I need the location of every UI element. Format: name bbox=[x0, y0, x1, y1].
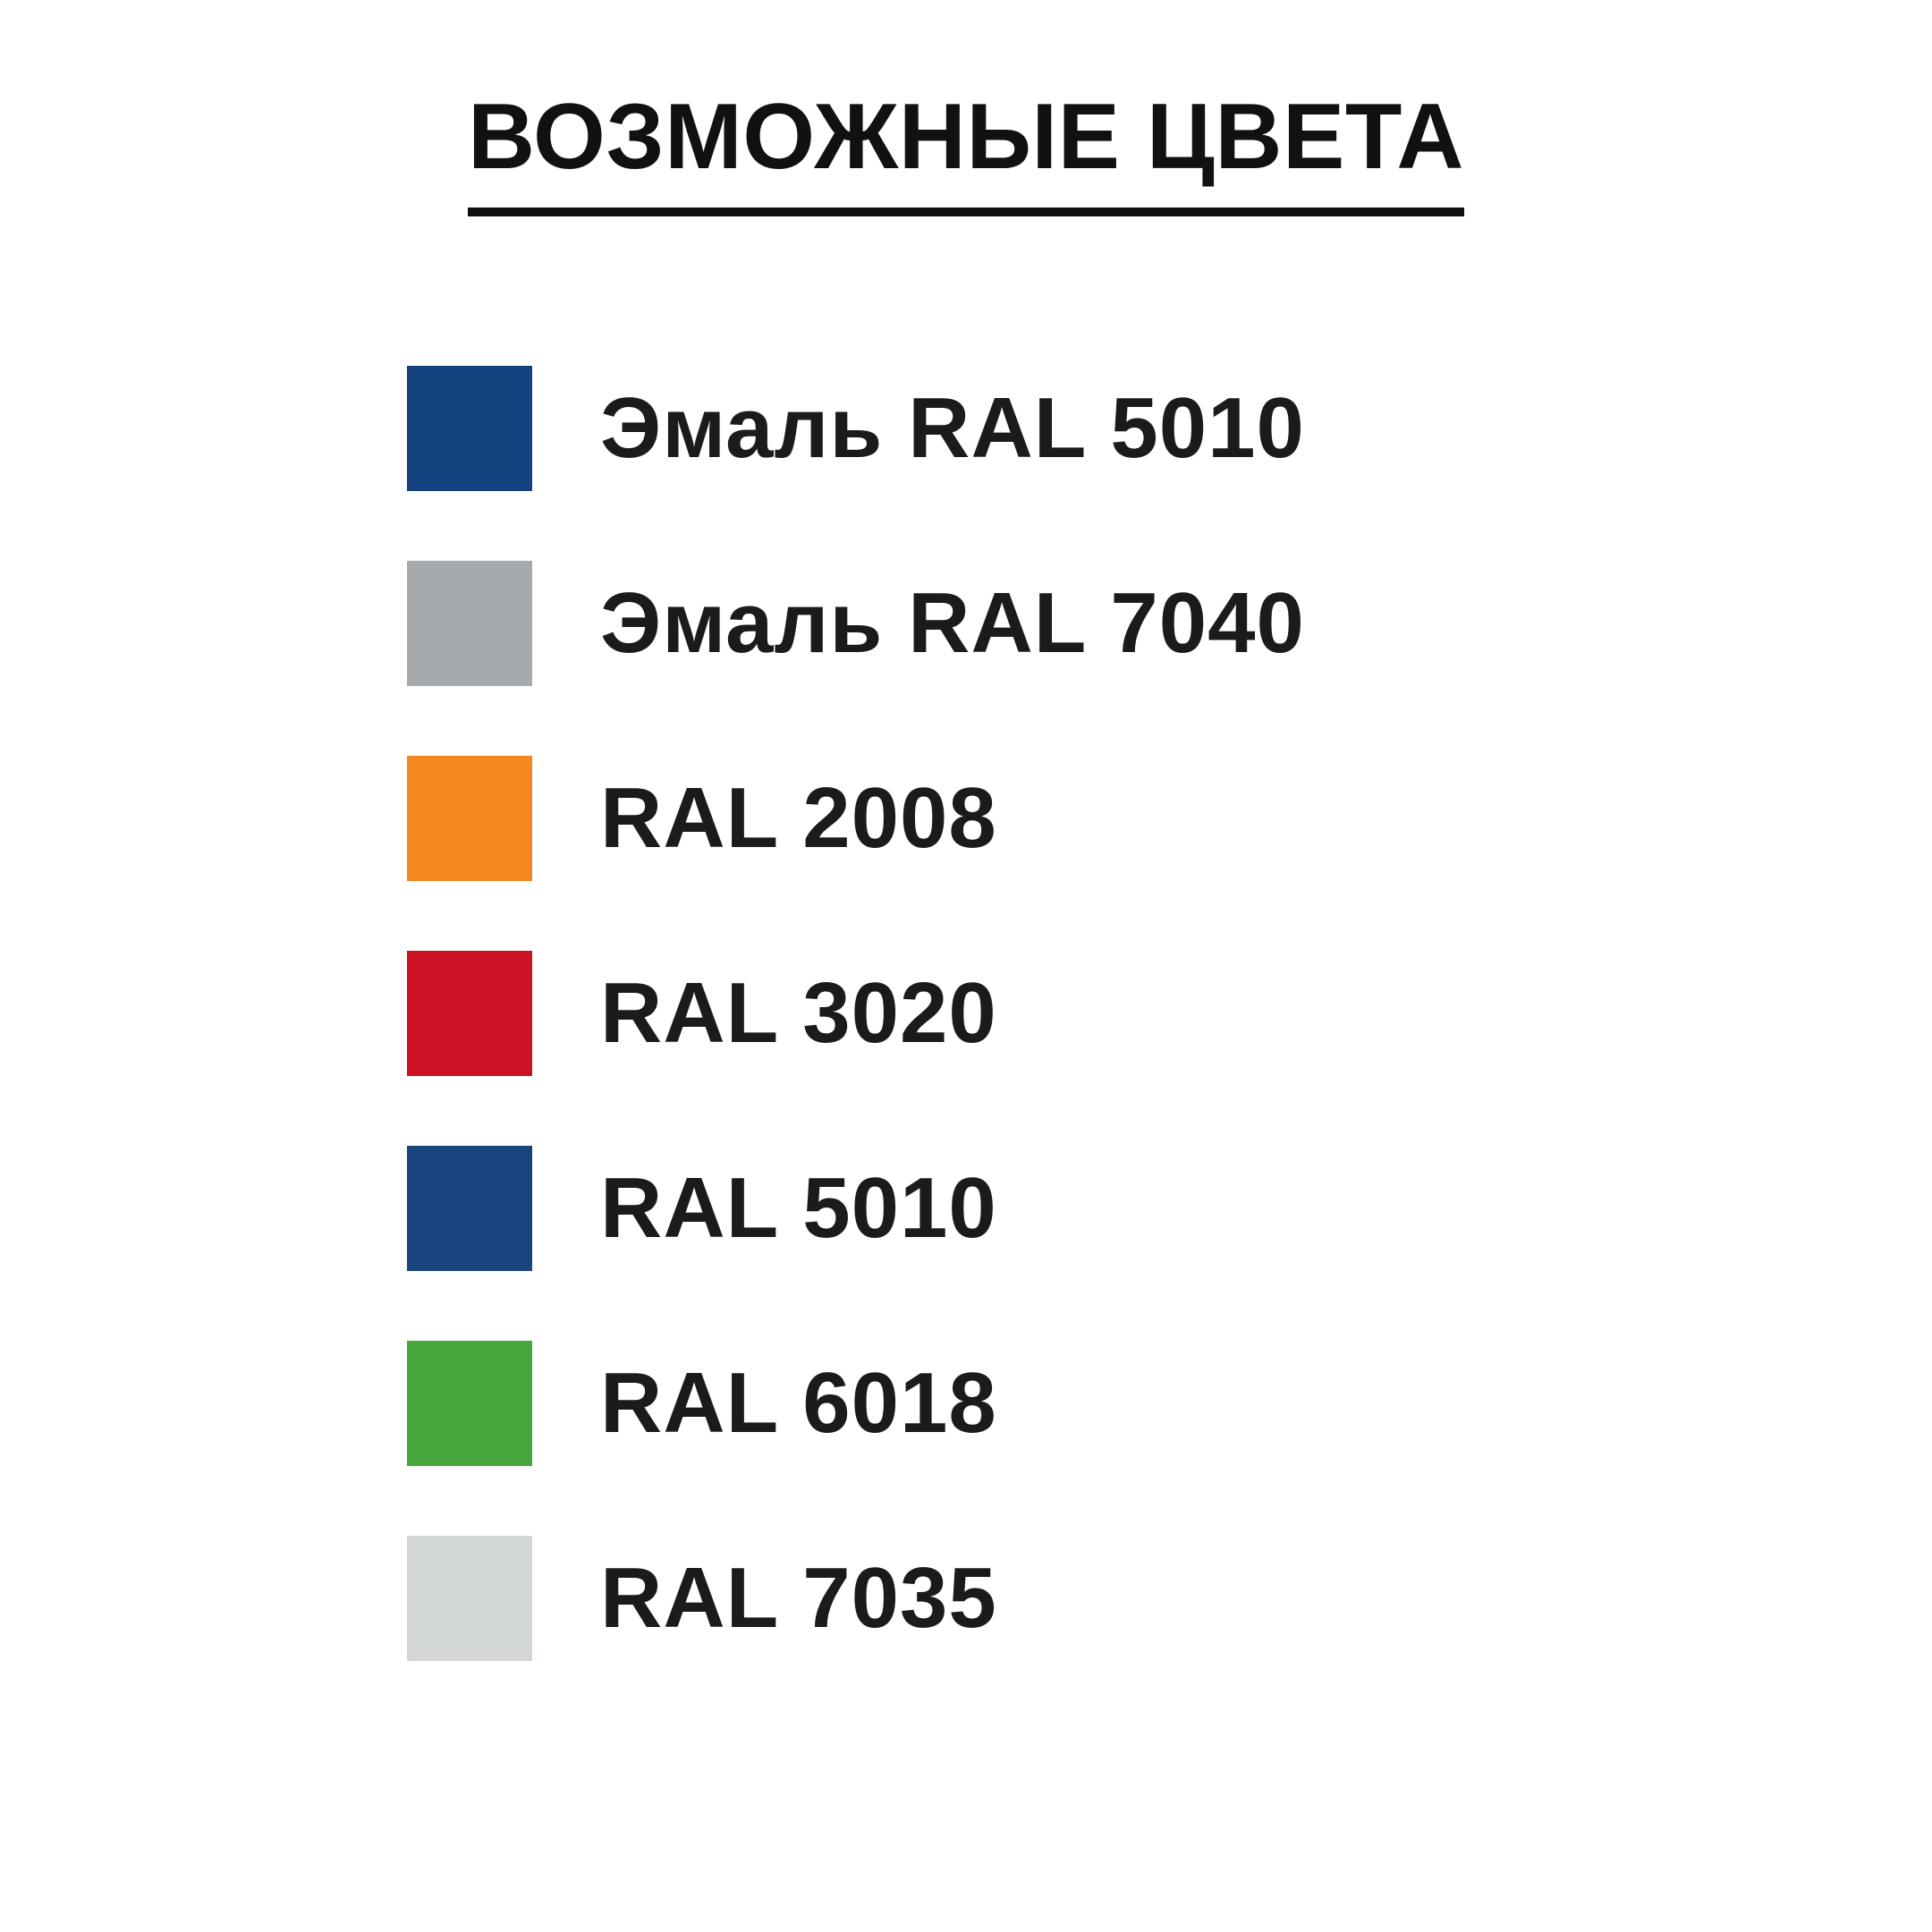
list-item bbox=[407, 331, 1659, 526]
color-label: RAL 3020 bbox=[600, 965, 997, 1061]
color-swatch bbox=[407, 1536, 532, 1661]
list-item bbox=[407, 916, 1659, 1111]
list-item bbox=[407, 1306, 1659, 1501]
color-swatch bbox=[407, 1146, 532, 1271]
list-item bbox=[407, 721, 1659, 916]
color-swatch bbox=[407, 756, 532, 881]
color-swatch bbox=[407, 561, 532, 686]
page-title-container bbox=[0, 86, 1932, 216]
color-label: Эмаль RAL 5010 bbox=[600, 380, 1305, 476]
list-item bbox=[407, 1111, 1659, 1306]
list-item bbox=[407, 526, 1659, 721]
color-swatch bbox=[407, 951, 532, 1076]
list-item bbox=[407, 1501, 1659, 1696]
color-label: RAL 2008 bbox=[600, 770, 997, 866]
color-label: RAL 7035 bbox=[600, 1550, 997, 1646]
color-label: RAL 5010 bbox=[600, 1160, 997, 1256]
color-swatch bbox=[407, 366, 532, 491]
color-legend-list bbox=[407, 331, 1659, 1696]
page-title: ВОЗМОЖНЫЕ ЦВЕТА bbox=[468, 86, 1464, 216]
color-label: RAL 6018 bbox=[600, 1355, 997, 1451]
color-swatch bbox=[407, 1341, 532, 1466]
color-label: Эмаль RAL 7040 bbox=[600, 575, 1305, 671]
